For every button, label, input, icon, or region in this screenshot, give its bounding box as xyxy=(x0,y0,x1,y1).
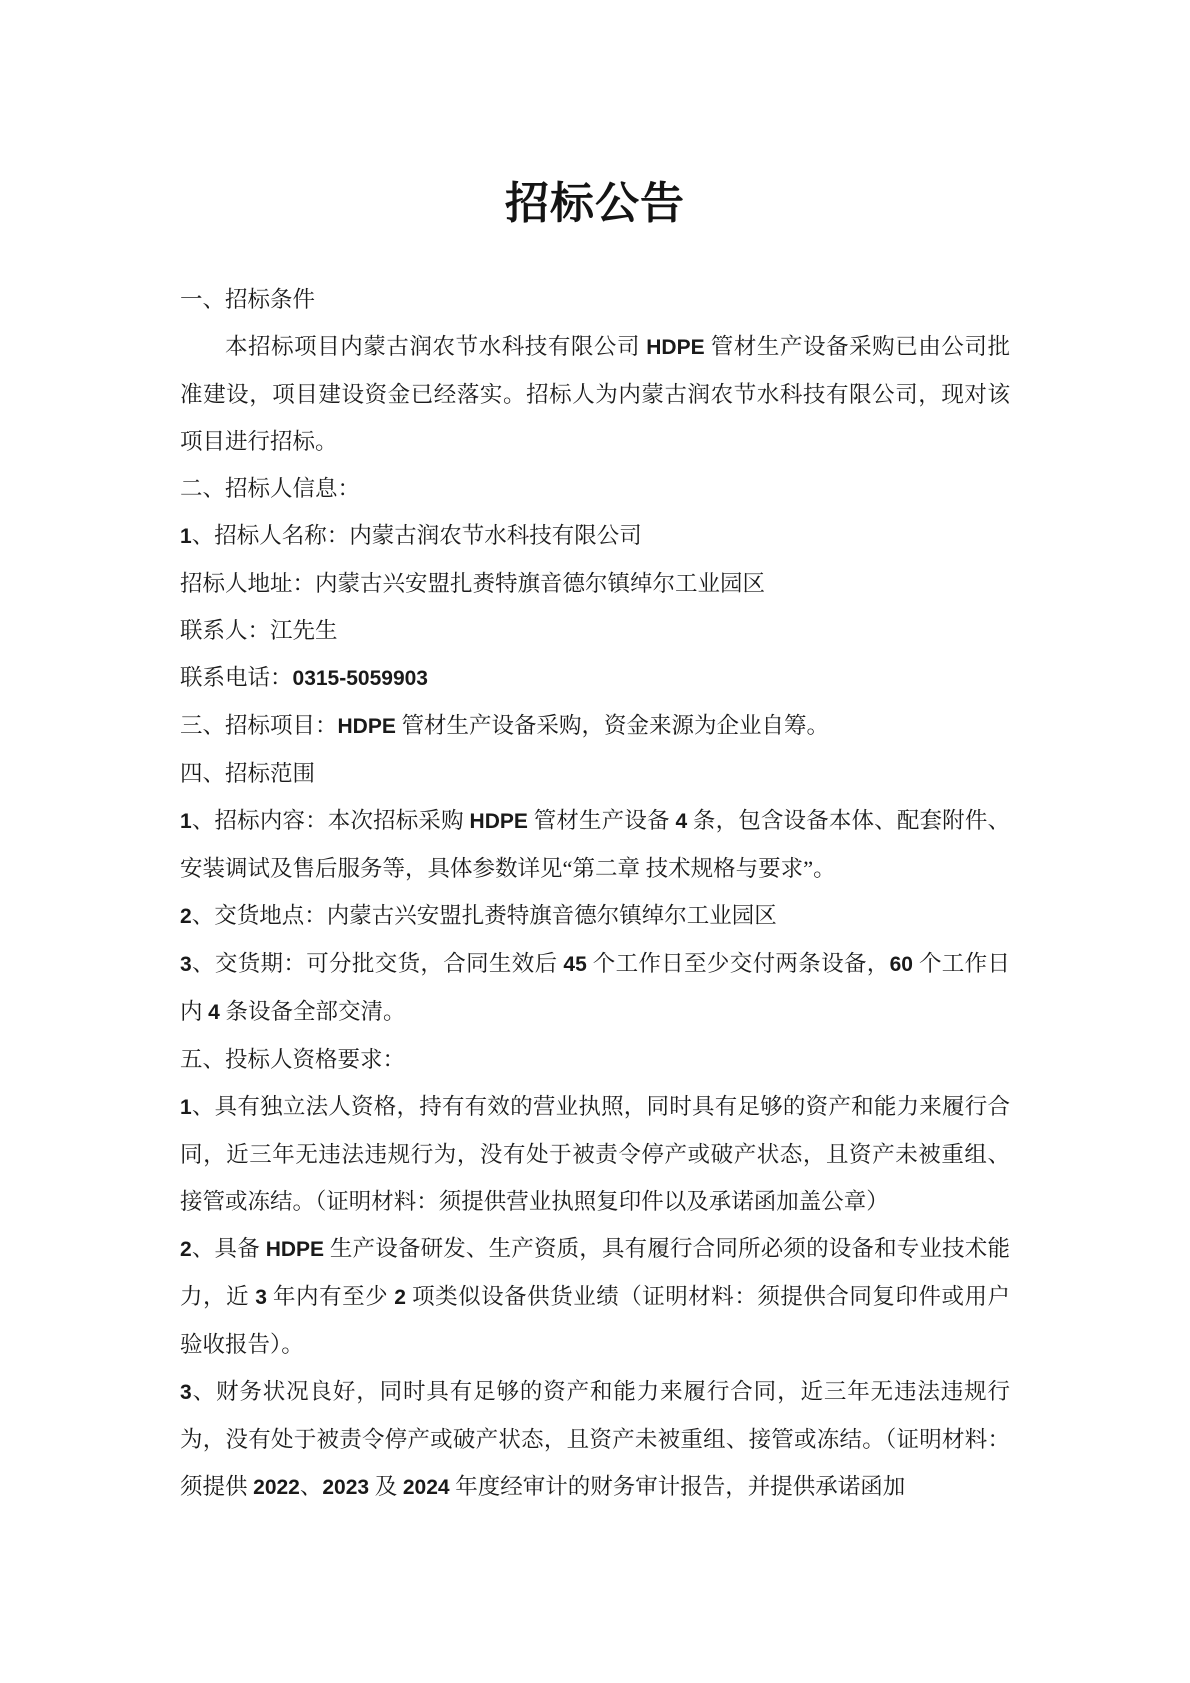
latin-text: 2022 xyxy=(253,1476,300,1499)
paragraph: 3、财务状况良好，同时具有足够的资产和能力来履行合同，近三年无违法违规行为，没有处于被责令停产或破产状态，且资产未被重组、接管或冻结。（证明材料：须提供 2022、2023 及 2024 年度经审计的财务审计报告，并提供承诺函加 xyxy=(180,1379,1010,1499)
paragraph: 本招标项目内蒙古润农节水科技有限公司 HDPE 管材生产设备采购已由公司批准建设，项目建设资金已经落实。招标人为内蒙古润农节水科技有限公司，现对该项目进行招标。 xyxy=(180,334,1010,454)
latin-text: 3 xyxy=(180,1381,192,1404)
latin-text: HDPE xyxy=(469,810,528,833)
latin-text: 3 xyxy=(180,953,192,976)
paragraph: 3、交货期：可分批交货，合同生效后 45 个工作日至少交付两条设备，60 个工作日内 4 条设备全部交清。 xyxy=(180,951,1010,1024)
latin-text: 1 xyxy=(180,1096,192,1119)
paragraph: 2、具备 HDPE 生产设备研发、生产资质，具有履行合同所必须的设备和专业技术能力，近 3 年内有至少 2 项类似设备供货业绩（证明材料：须提供合同复印件或用户验收报告）。 xyxy=(180,1236,1010,1357)
latin-text: 2 xyxy=(180,905,192,928)
latin-text: 1 xyxy=(180,525,192,548)
latin-text: 4 xyxy=(675,810,688,833)
paragraph: 联系人：江先生 xyxy=(180,618,338,643)
document-title: 招标公告 xyxy=(505,179,685,228)
latin-text: 60 xyxy=(889,953,913,976)
latin-text: 1 xyxy=(180,810,192,833)
latin-text: HDPE xyxy=(265,1238,325,1261)
latin-text: 0315-5059903 xyxy=(292,667,428,690)
paragraph: 1、招标内容：本次招标采购 HDPE 管材生产设备 4 条，包含设备本体、配套附件、安装调试及售后服务等，具体参数详见“第二章 技术规格与要求”。 xyxy=(180,808,1010,881)
document-body xyxy=(180,276,1010,1511)
paragraph: 一、招标条件 xyxy=(180,287,316,312)
paragraph: 招标人地址：内蒙古兴安盟扎赉特旗音德尔镇绰尔工业园区 xyxy=(180,571,766,596)
latin-text: 2 xyxy=(394,1286,406,1309)
latin-text: 45 xyxy=(563,953,587,976)
paragraph: 2、交货地点：内蒙古兴安盟扎赉特旗音德尔镇绰尔工业园区 xyxy=(180,903,777,928)
paragraph: 联系电话：0315-5059903 xyxy=(180,665,428,690)
paragraph: 四、招标范围 xyxy=(180,761,316,786)
paragraph: 1、具有独立法人资格，持有有效的营业执照，同时具有足够的资产和能力来履行合同，近三年无违法违规行为，没有处于被责令停产或破产状态，且资产未被重组、接管或冻结。（证明材料：须提供营业执照复印件以及承诺函加盖公章） xyxy=(180,1094,1010,1214)
latin-text: 4 xyxy=(208,1001,220,1024)
paragraph: 五、投标人资格要求： xyxy=(180,1047,406,1072)
latin-text: HDPE xyxy=(337,715,396,738)
paragraph: 1、招标人名称：内蒙古润农节水科技有限公司 xyxy=(180,523,642,548)
paragraph: 三、招标项目：HDPE 管材生产设备采购，资金来源为企业自筹。 xyxy=(180,713,830,738)
latin-text: 3 xyxy=(255,1286,267,1309)
paragraph: 二、招标人信息： xyxy=(180,476,361,501)
latin-text: HDPE xyxy=(646,336,705,359)
latin-text: 2024 xyxy=(402,1476,450,1499)
latin-text: 2023 xyxy=(322,1476,370,1499)
latin-text: 2 xyxy=(180,1238,192,1261)
